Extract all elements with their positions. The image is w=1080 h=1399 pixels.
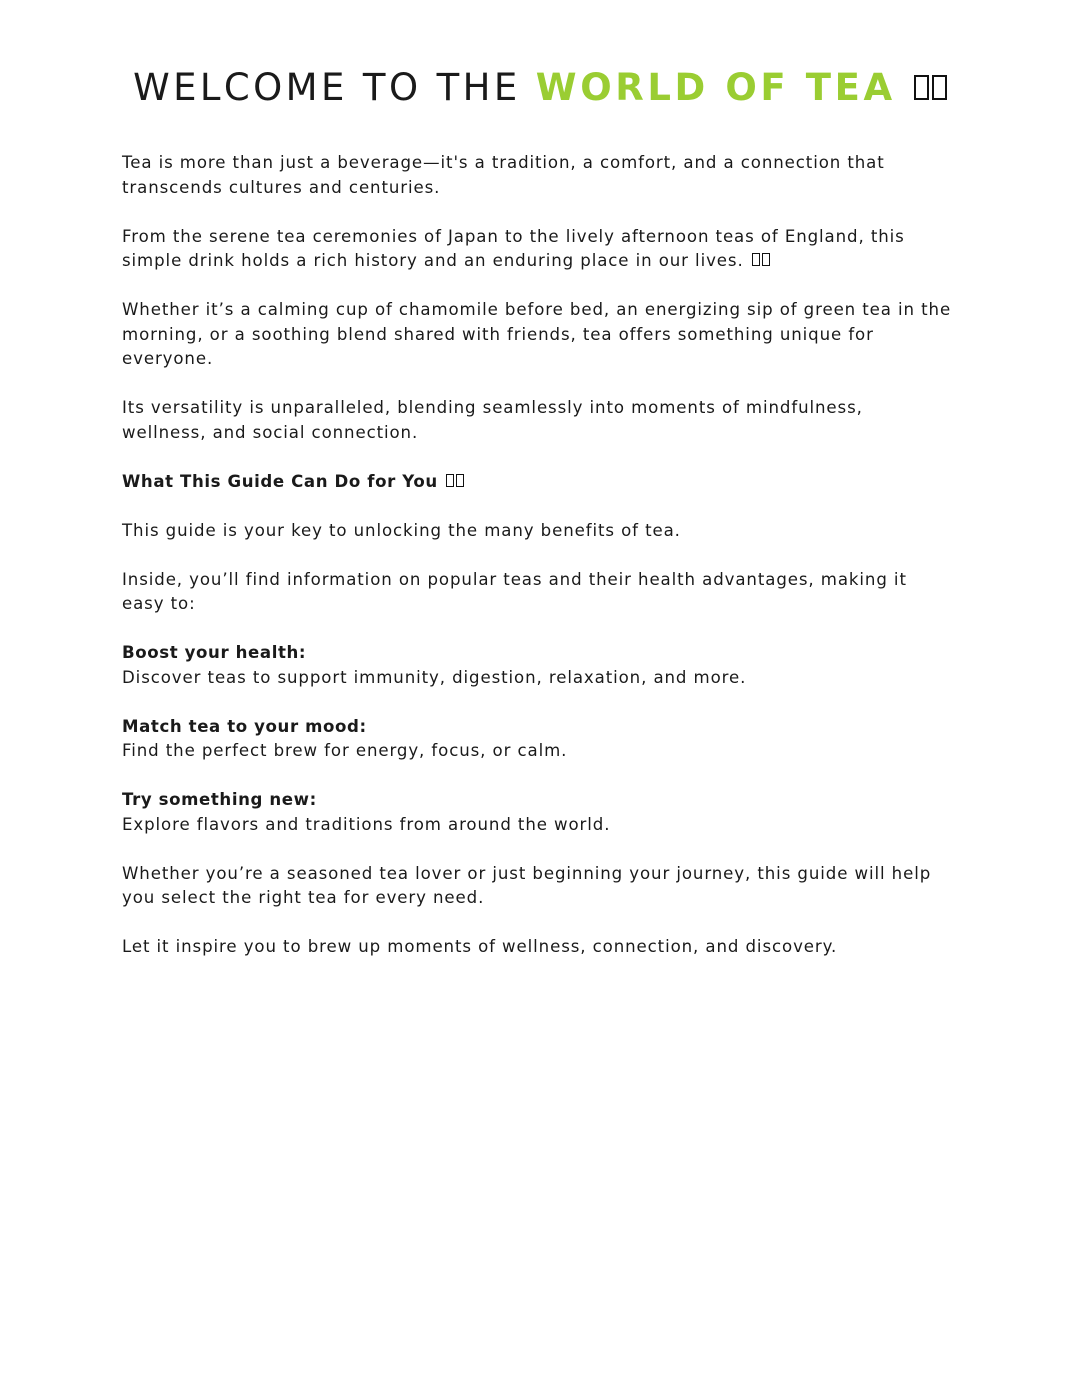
paragraph: Whether you’re a seasoned tea lover or just beginning your journey, this guide will help you select the right tea for every need. xyxy=(122,863,932,907)
missing-glyph-icon xyxy=(752,253,760,266)
benefit-item xyxy=(122,715,952,764)
paragraph xyxy=(122,225,952,274)
benefit-text: Explore flavors and traditions from around the world. xyxy=(122,814,611,834)
missing-glyph-icon xyxy=(914,75,929,100)
paragraph: Let it inspire you to brew up moments of wellness, connection, and discovery. xyxy=(122,937,838,956)
paragraph: This guide is your key to unlocking the many benefits of tea. xyxy=(122,520,681,540)
benefit-heading: Try something new: xyxy=(122,790,317,809)
page-title xyxy=(0,66,1080,110)
missing-glyph-icon xyxy=(932,75,947,100)
benefit-heading: Match tea to your mood: xyxy=(122,716,367,736)
paragraph-text: From the serene tea ceremonies of Japan to the lively afternoon teas of England, this simple drink holds a rich history and an enduring place in our lives. xyxy=(122,226,905,270)
benefit-text: Find the perfect brew for energy, focus, or calm. xyxy=(122,741,568,760)
paragraph: Tea is more than just a beverage—it's a tradition, a comfort, and a connection that transcends cultures and centuries. xyxy=(122,153,885,197)
title-prefix: WELCOME TO THE xyxy=(133,66,521,109)
section-heading xyxy=(122,470,952,495)
missing-glyph-icon xyxy=(762,253,770,266)
benefit-item xyxy=(122,641,952,690)
paragraph: Its versatility is unparalleled, blending seamlessly into moments of mindfulness, wellness, and social connection. xyxy=(122,398,863,442)
benefit-item xyxy=(122,788,952,837)
paragraph: Whether it’s a calming cup of chamomile before bed, an energizing sip of green tea in the morning, or a soothing blend shared with friends, tea offers something unique for everyone. xyxy=(122,300,952,368)
benefit-text: Discover teas to support immunity, digestion, relaxation, and more. xyxy=(122,667,747,687)
missing-glyph-icon xyxy=(446,474,454,487)
missing-glyph-icon xyxy=(456,474,464,487)
title-accent: WORLD OF TEA xyxy=(535,66,896,109)
section-heading-text: What This Guide Can Do for You xyxy=(122,471,438,491)
paragraph: Inside, you’ll find information on popular teas and their health advantages, making it easy to: xyxy=(122,569,907,613)
body-content xyxy=(122,151,952,984)
benefit-heading: Boost your health: xyxy=(122,643,307,662)
